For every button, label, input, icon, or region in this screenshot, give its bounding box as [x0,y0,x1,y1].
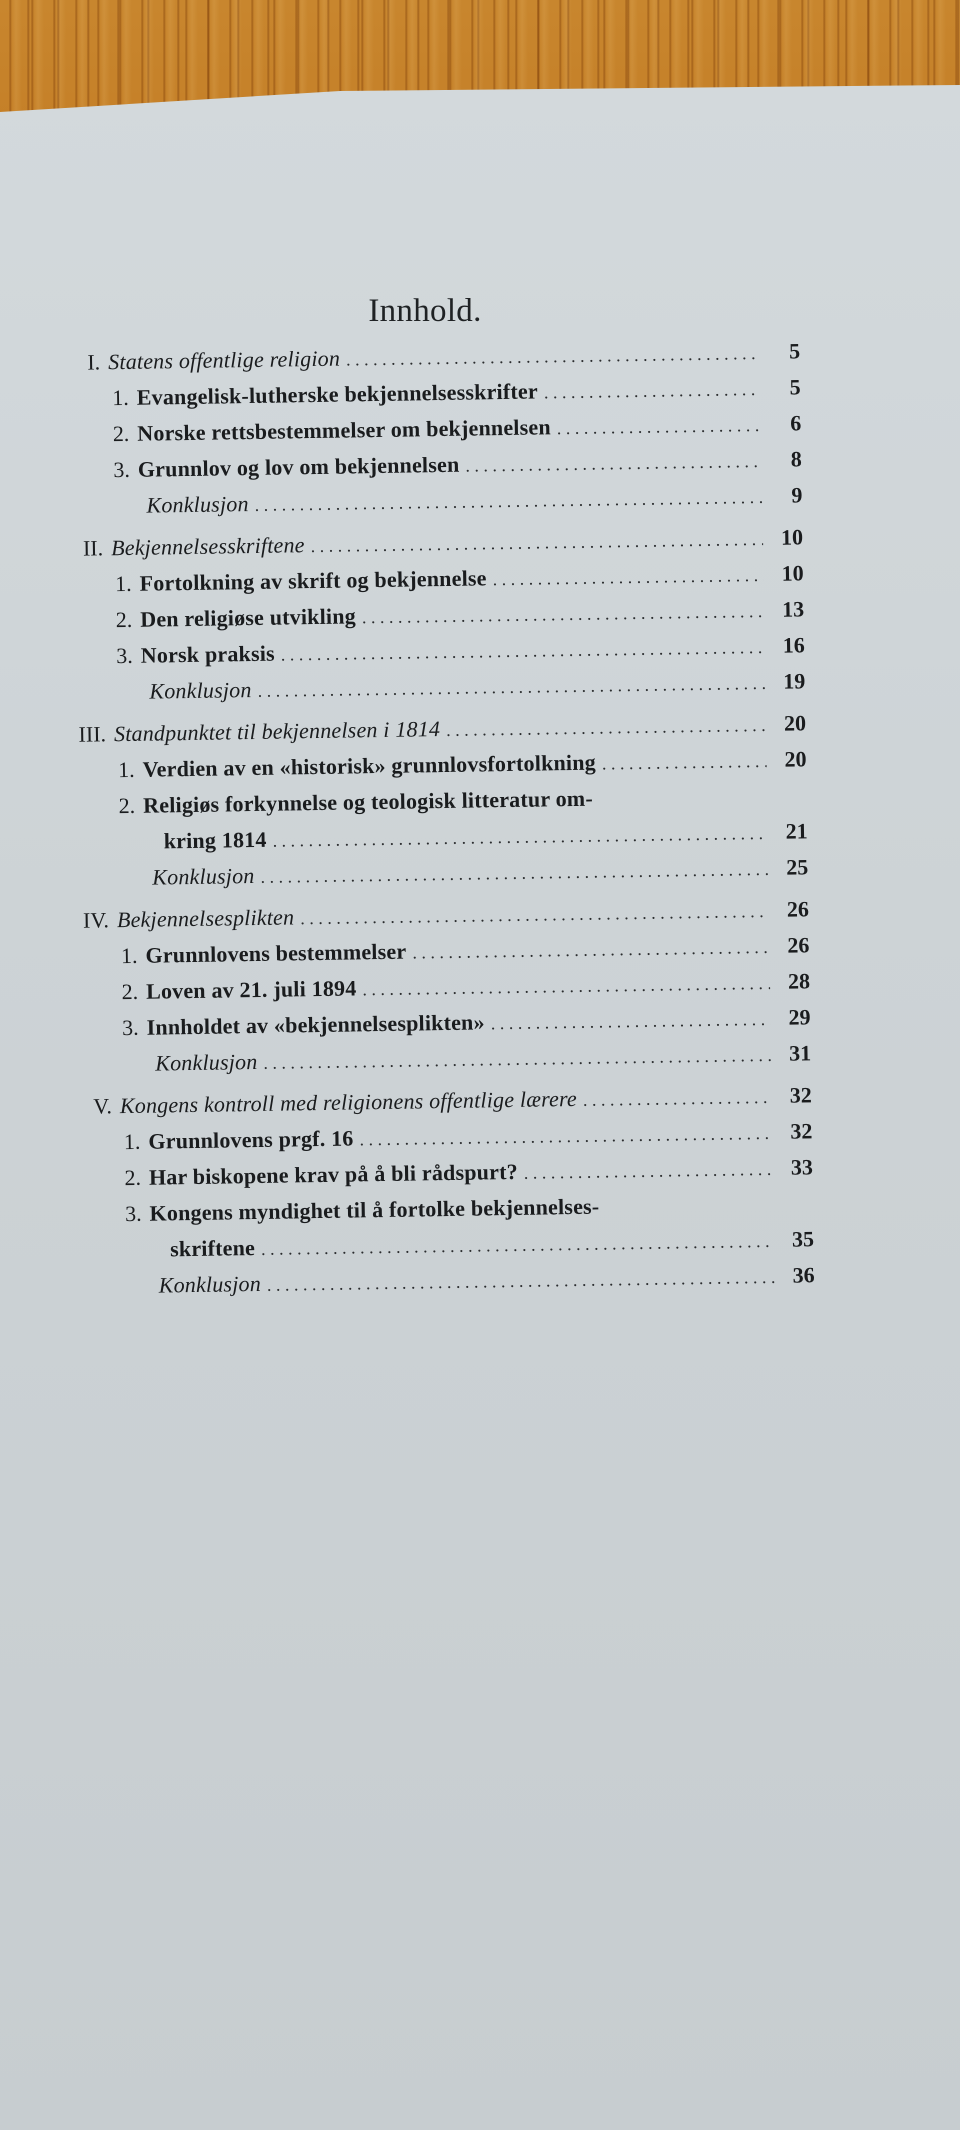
page-number: 13 [781,596,805,622]
conclusion-title: Konklusjon [152,863,255,890]
page-number: 20 [784,746,807,772]
section-number: 2. [124,1164,142,1191]
dot-leader [602,751,767,775]
chapter-number: III. [78,721,107,747]
section-title: Fortolkning av skrift og bekjennelse [139,565,487,596]
page-number: 8 [790,446,802,472]
dot-leader [583,1087,772,1111]
section-number: 2. [118,792,136,819]
chapter-title: Bekjennelsesplikten [116,904,295,933]
section-title: Religiøs forkynnelse og teologisk litteratur om- [142,785,594,818]
dot-leader [362,601,765,628]
page-number: 32 [789,1082,812,1108]
section-number: 3. [113,456,131,483]
page-number: 19 [783,668,806,694]
section-title: Kongens myndighet til å fortolke bekjennelses- [149,1193,600,1226]
page-number: 35 [791,1226,815,1252]
section-number: 1. [112,384,129,411]
dot-leader [257,673,765,702]
section-title: Evangelisk-lutherske bekjennelsesskrifter [136,378,539,410]
dot-leader [446,715,766,741]
dot-leader [465,451,762,477]
page-number: 16 [782,632,805,658]
chapter-number: IV. [82,907,110,933]
page-number: 25 [786,854,809,880]
dot-leader [255,487,763,516]
chapter-number: I. [87,349,101,375]
page-number: 26 [786,896,810,922]
dot-leader [491,1009,771,1034]
dot-leader [544,379,761,403]
page-number: 20 [783,710,807,736]
section-number: 1. [114,570,132,597]
section-title: Den religiøse utvikling [140,603,357,632]
conclusion-title: Konklusjon [149,677,252,704]
section-number: 3. [124,1200,142,1227]
dot-leader [492,565,763,590]
section-title: Innholdet av «bekjennelsesplikten» [146,1009,485,1040]
dot-leader [261,1231,774,1260]
page-number: 6 [790,410,802,436]
dot-leader [281,637,765,666]
section-title: Grunnlov og lov om bekjennelsen [137,451,460,482]
dot-leader [311,529,764,557]
dot-leader [260,859,768,888]
page-number: 10 [781,560,804,586]
dot-leader [524,1159,773,1184]
dot-leader [359,1123,772,1150]
dot-leader [267,1267,775,1296]
page-number: 26 [787,932,810,958]
section-title: Grunnlovens bestemmelser [145,938,407,968]
conclusion-title: Konklusjon [146,491,249,518]
page-number: 33 [790,1154,814,1180]
section-title: Norske rettsbestemmelser om bekjennelsen [137,414,551,446]
chapter-number: II. [82,535,104,561]
section-number: 2. [121,978,139,1005]
section-title-continuation: kring 1814 [163,826,267,854]
section-title: Loven av 21. juli 1894 [145,975,357,1004]
conclusion-title: Konklusjon [158,1270,262,1298]
page-number: 5 [788,338,801,364]
chapter-title: Kongens kontroll med religionens offentlige lærere [119,1085,578,1119]
chapter-title: Standpunktet til bekjennelsen i 1814 [113,716,441,747]
dot-leader [412,937,769,964]
page-number: 36 [792,1262,815,1288]
section-number: 1. [120,942,138,969]
dot-leader [557,415,762,439]
page-number: 21 [785,818,808,844]
section-title: Har biskopene krav på å bli rådspurt? [148,1158,518,1190]
section-number: 2. [115,606,133,633]
dot-leader [300,901,769,929]
toc-title: Innhold. [368,293,482,329]
section-number: 3. [116,642,134,669]
section-title-continuation: skriftene [169,1235,256,1262]
section-title: Verdien av en «historisk» grunnlovsfortolkning [142,749,597,782]
section-number: 1. [123,1128,141,1155]
dot-leader [272,823,767,852]
page-number: 28 [787,968,811,994]
section-number: 2. [112,420,130,447]
page-number: 29 [788,1004,811,1030]
table-of-contents [60,338,815,1310]
chapter-number: V. [93,1093,113,1119]
section-title: Grunnlovens prgf. 16 [148,1125,354,1154]
dot-leader [362,973,770,1000]
dot-leader [263,1045,771,1074]
page-number: 9 [791,482,803,508]
chapter-title: Statens offentlige religion [107,345,341,375]
chapter-title: Bekjennelsesskriftene [110,532,305,561]
conclusion-title: Konklusjon [155,1048,258,1076]
page-number: 5 [789,374,801,400]
section-number: 1. [117,756,135,783]
page-number: 32 [790,1118,813,1144]
dot-leader [346,343,760,371]
section-number: 3. [121,1014,139,1041]
page-number: 10 [780,524,804,550]
section-title: Norsk praksis [140,640,276,668]
page-number: 31 [788,1040,812,1066]
